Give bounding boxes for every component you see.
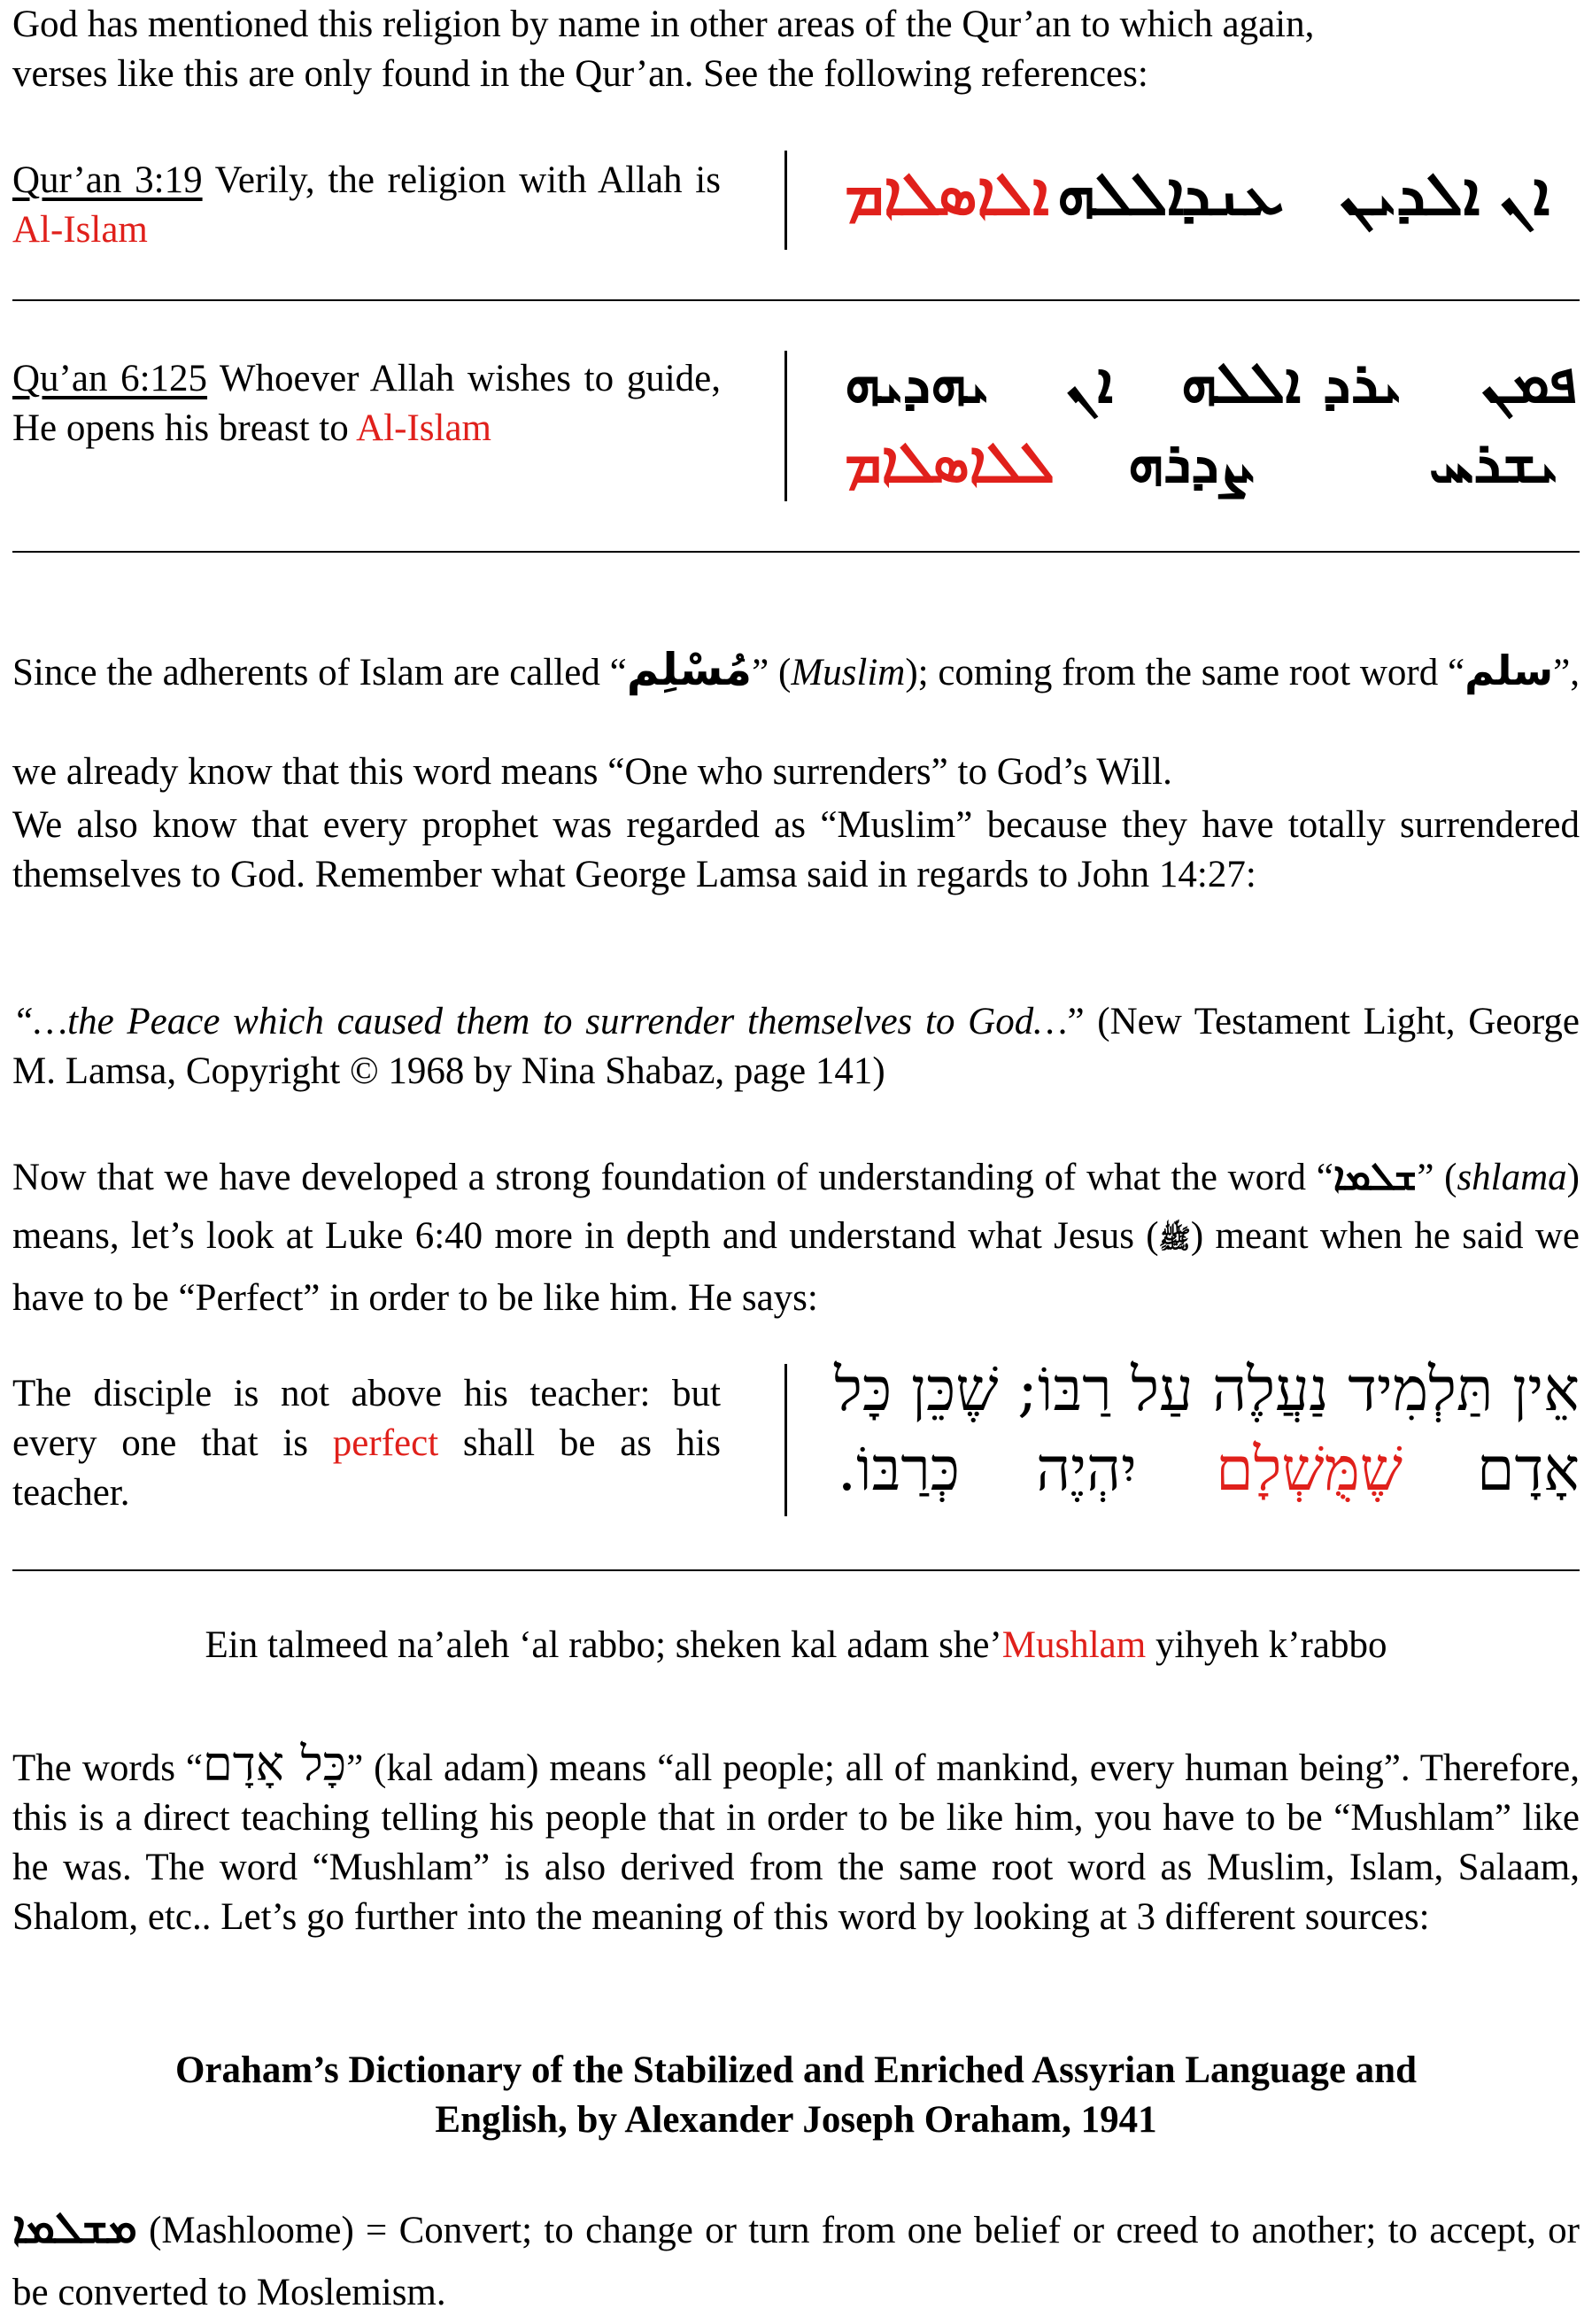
muslim-text-a: Since the adherents of Islam are called “ <box>12 652 627 693</box>
ref2-text: Whoever Allah wishes to guide, He opens his breast to <box>12 358 721 449</box>
honorific-glyph: ﷺ <box>1158 1224 1191 1255</box>
syriac-word: ܝܫܪܚ <box>1429 430 1558 496</box>
muslim-text-d: ”, we already know that this word means “One who surrenders” to God’s Will. <box>12 652 1580 793</box>
shlama-text-d: ) meant when he said we have to be “Perfect” in order to be like him. He says: <box>12 1215 1580 1319</box>
column-divider <box>784 351 787 501</box>
syriac-word: ܨܕܪܗ <box>1128 430 1250 496</box>
syriac-shlama: ܫܠܡܐ <box>1333 1154 1418 1199</box>
intro-paragraph <box>12 0 1580 99</box>
luke-6-40-text <box>12 1369 721 1518</box>
words-text-a: The words “ <box>12 1747 203 1789</box>
shlama-text-b: ” ( <box>1417 1157 1457 1198</box>
arabic-salam: سلم <box>1464 647 1554 694</box>
luke-text-b: shall be as his teacher. <box>12 1422 721 1514</box>
intro-line-2: verses like this are only found in the Qur’an. See the following references: <box>12 53 1148 95</box>
ref1-highlight: Al-Islam <box>12 209 148 251</box>
column-divider <box>784 151 787 250</box>
syriac-word: ܥܢܕ <box>1181 159 1285 229</box>
syriac-word: ܦܡܢ <box>1482 351 1577 416</box>
muslim-paragraph <box>12 620 1580 822</box>
transliteration-text-a: Ein talmeed na’aleh ‘al rabbo; sheken kal adam she’ <box>205 1624 1002 1666</box>
quote-citation: ” (New Testament Light, George M. Lamsa, Copyright © 1968 by Nina Shabaz, page 141) <box>12 1001 1580 1092</box>
hebrew-word: יִהְיֶה <box>1036 1435 1137 1505</box>
kal-adam-paragraph <box>12 1736 1580 1942</box>
hebrew-kal-adam: כָּל אָדָם <box>203 1736 347 1792</box>
syriac-verse-3-19 <box>845 147 1580 244</box>
prophet-paragraph: We also know that every prophet was regarded as “Muslim” because they have totally surrendered themselves to God. Remember what George Lamsa said in regards to John 14:27: <box>12 804 1580 895</box>
hebrew-verse <box>834 1355 1580 1523</box>
hebrew-word: כְּרַבּוֹ. <box>837 1435 960 1505</box>
syriac-word: ܐܢ <box>1500 159 1550 229</box>
syriac-al-islam: ܐܠܐܣܠܐܡ <box>845 159 1049 229</box>
syriac-word: ܐܠܠܗ <box>1057 159 1185 229</box>
muslim-text-b: ” ( <box>752 652 792 693</box>
syriac-word: ܐܢ <box>1066 351 1113 416</box>
syriac-word: ܝܪܕ <box>1323 351 1402 416</box>
divider-rule <box>12 299 1580 301</box>
shlama-text-a: Now that we have developed a strong foundation of understanding of what the word “ <box>12 1157 1333 1198</box>
syriac-word: ܝܗܕܝܗ <box>845 351 989 416</box>
transliteration-text-b: yihyeh k’rabbo <box>1146 1624 1387 1666</box>
quran-3-19-text <box>12 156 721 255</box>
ref2-highlight: Al-Islam <box>356 407 491 449</box>
quran-6-125-text <box>12 354 721 453</box>
muslim-text-c: ); coming from the same root word “ <box>905 652 1465 693</box>
ref1-text: Verily, the religion with Allah is <box>202 159 721 201</box>
transliteration <box>12 1621 1580 1670</box>
words-text-b: ” (kal adam) means “all people; all of mankind, every human being”. Therefore, this is a direct teaching telling his people that in order to be like him, you have to be “Mushlam” like he was. The word “Mushlam” is also derived from the same root word as Muslim, Islam, Salaam, Shalom, etc.. Let’s go further into the meaning of this word by looking at 3 different sources: <box>12 1747 1580 1938</box>
hebrew-mushlam: שֶׁמֻּשְׁלָם <box>1216 1435 1403 1505</box>
quote-italic: “…the Peace which caused them to surrender themselves to God… <box>12 1001 1068 1042</box>
hebrew-line-1: אֵין תַּלְמִיד נַעֲלֶה עַל רַבּוֹ; שֶׁכֵּן כָּל <box>834 1355 1580 1425</box>
syriac-al-islam: ܠܠܐܣܠܐܡ <box>845 430 1055 496</box>
shlama-paragraph <box>12 1148 1580 1328</box>
column-divider <box>784 1364 787 1516</box>
citation-6-125: Qu’an 6:125 <box>12 358 208 399</box>
transliteration-highlight: Mushlam <box>1001 1624 1147 1666</box>
muslim-italic: Muslim <box>791 652 906 693</box>
intro-line-1: God has mentioned this religion by name in other areas of the Qur’an to which again, <box>12 4 1315 45</box>
syriac-mashloome: ܡܫܠܡܐ <box>12 2202 137 2253</box>
luke-text-a: The disciple is not above his teacher: but every one that is <box>12 1373 721 1464</box>
dictionary-title-line-2: English, by Alexander Joseph Oraham, 1941 <box>435 2099 1157 2141</box>
luke-highlight: perfect <box>332 1422 439 1464</box>
dictionary-title <box>12 2046 1580 2145</box>
hebrew-word: אָדָם <box>1477 1435 1580 1505</box>
shlama-italic: shlama <box>1457 1157 1567 1198</box>
dictionary-title-line-1: Oraham’s Dictionary of the Stabilized and Enriched Assyrian Language and <box>174 2049 1417 2091</box>
lamsa-quote <box>12 997 1580 1096</box>
syriac-verse-6-125 <box>845 345 1580 505</box>
citation-3-19: Qur’an 3:19 <box>12 159 203 201</box>
syriac-word: ܐܠܕܝܢ <box>1341 159 1480 229</box>
arabic-muslim: مُسْلِم <box>626 644 753 695</box>
divider-rule <box>12 1569 1580 1571</box>
entry-text: (Mashloome) = Convert; to change or turn from one belief or creed to another; to accept, or be converted to Moslemism. <box>12 2210 1580 2313</box>
dictionary-entry <box>12 2196 1580 2324</box>
syriac-word: ܐܠܠܗ <box>1181 351 1302 416</box>
shlama-text-c: ) means, let’s look at Luke 6:40 more in depth and understand what Jesus ( <box>12 1157 1580 1257</box>
divider-rule <box>12 551 1580 553</box>
